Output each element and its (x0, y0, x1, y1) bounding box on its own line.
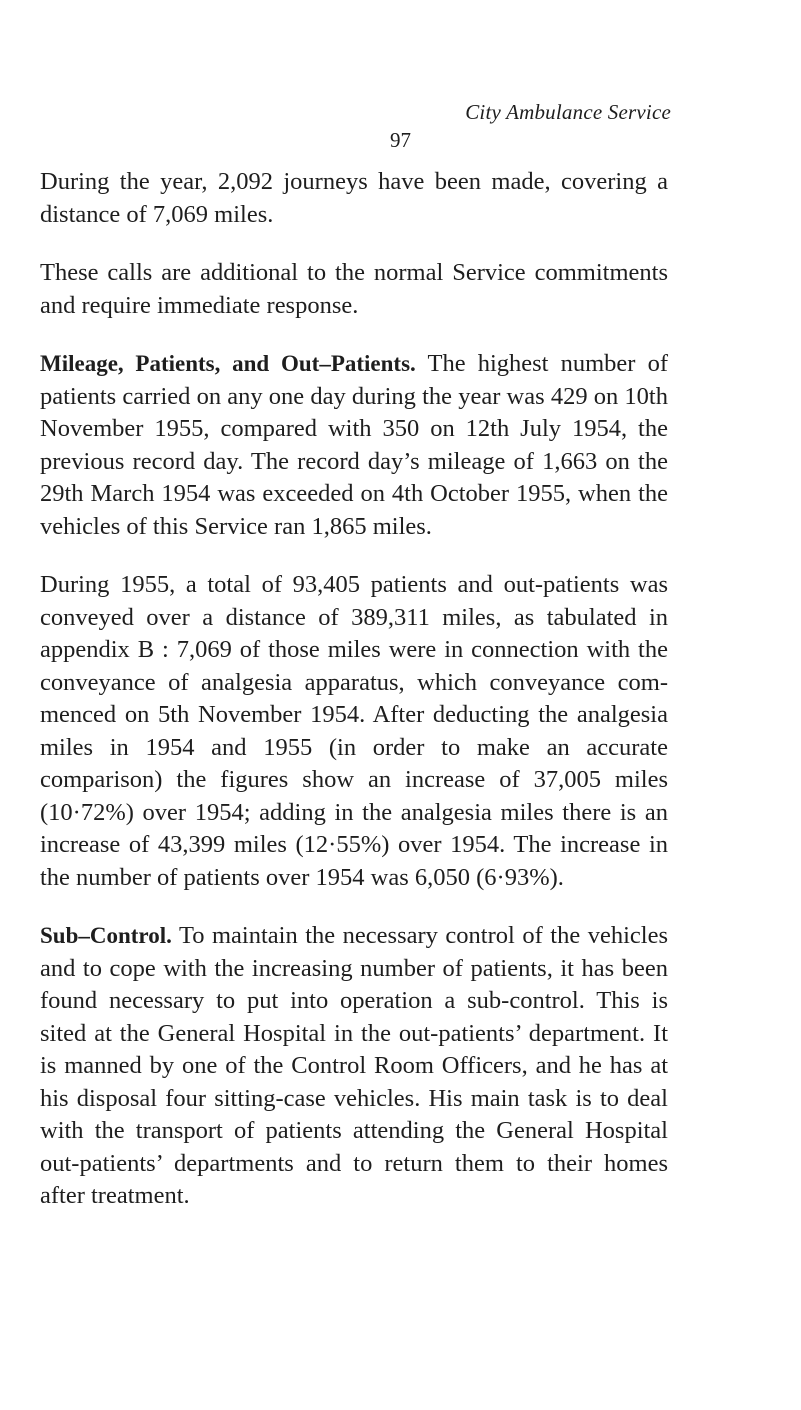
paragraph-additional-calls (40, 257, 668, 322)
section-heading-mileage: Mileage, Patients, and Out–Patients. (40, 351, 416, 376)
paragraph-text: These calls are additional to the normal Service commitments and require immediate response. (40, 259, 668, 319)
paragraph-sub-control (40, 920, 668, 1213)
paragraph-text: During 1955, a total of 93,405 patients and out-patients was conveyed over a distance of 389,311 miles, as tabulated in appendix B : 7,069 of those miles were in connection with the conveyance of analgesia apparatus, which conveyance com- menced on 5th November 1954. After deducting the analgesia miles in 1954 and 1955 (in order to make an accurate comparison) the figures show an increase of 37,005 miles (10·72%) over 1954; adding in the analgesia miles there is an increase of 43,399 miles (12·55%) over 1954. The increase in the number of patients over 1954 was 6,050 (6·93%). (40, 571, 668, 891)
paragraph-text: During the year, 2,092 journeys have been made, covering a distance of 7,069 miles. (40, 168, 668, 228)
paragraph-text: The highest number of patients carried on any one day during the year was 429 on 10th November 1955, compared with 350 on 12th July 1954, the previous record day. The record day’s mileage of 1,663 on the 29th March 1954 was exceeded on 4th October 1955, when the vehicles of this Service ran 1,865 miles. (40, 350, 668, 540)
paragraph-journeys (40, 166, 668, 231)
page-number: 97 (390, 128, 411, 152)
running-head: City Ambulance Service (465, 100, 671, 124)
paragraph-mileage-patients (40, 348, 668, 543)
section-heading-sub-control: Sub–Control. (40, 923, 172, 948)
paragraph-totals-1955 (40, 569, 668, 894)
body-text (40, 166, 668, 1213)
paragraph-text: To maintain the necessary control of the vehicles and to cope with the increasing number of patients, it has been found necessary to put into operation a sub-control. This is sited at the General Hospital in the out-patients’ department. It is manned by one of the Control Room Officers, and he has at his disposal four sitting-case vehicles. His main task is to deal with the transport of patients attending the General Hospital out-patients’ departments and to return them to their homes after treatment. (40, 922, 668, 1209)
